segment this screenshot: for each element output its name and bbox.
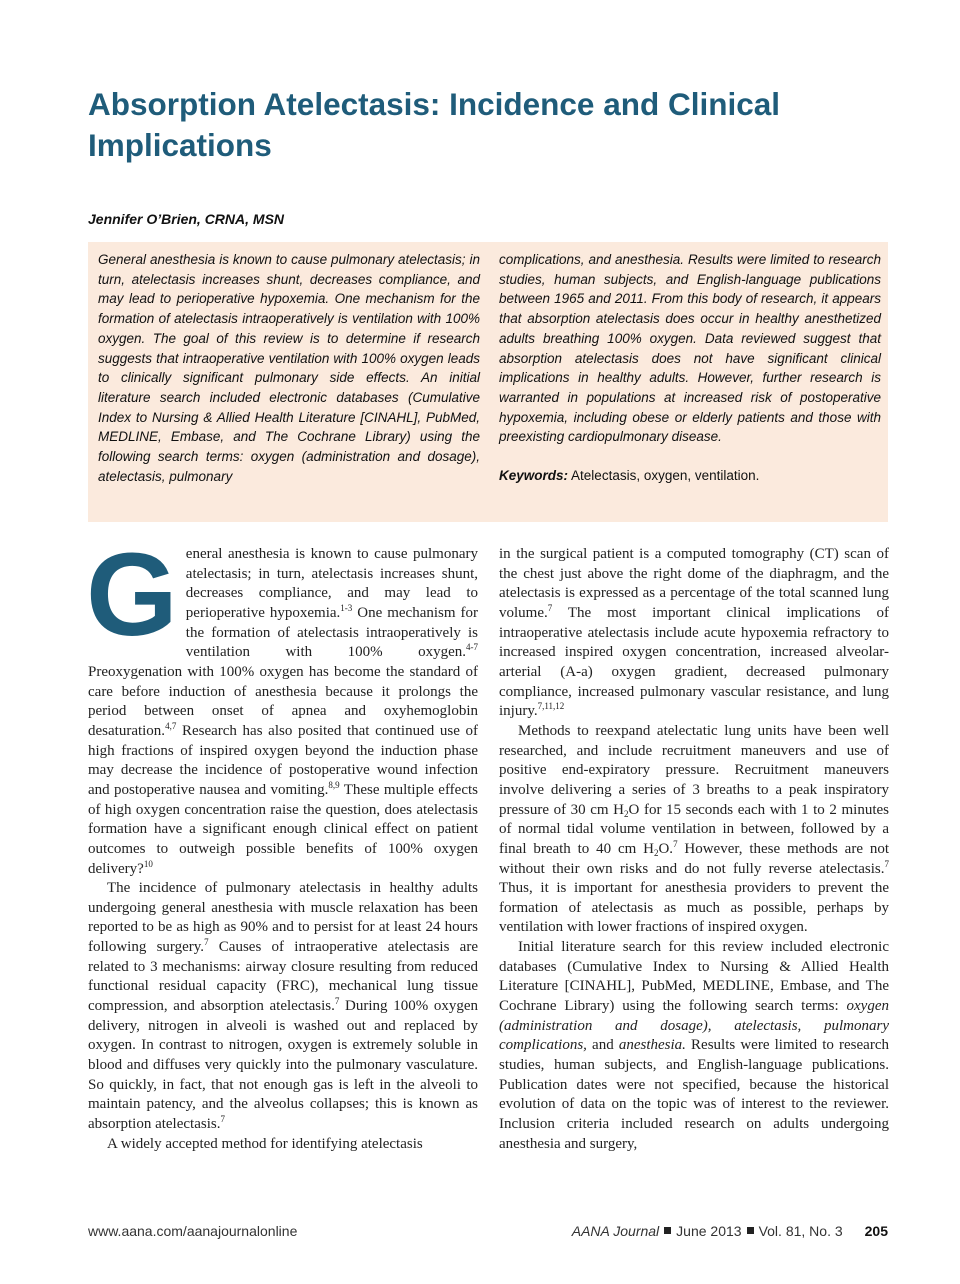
paragraph: [88, 879, 478, 1135]
text-run-italic: oxygen (administration and dosage), atelectasis, pulmonary complications,: [499, 998, 889, 1054]
abstract-text-right: complications, and anesthesia. Results were limited to research studies, human subjects, and English-language publications between 1965 and 2011. From this body of research, it appears that absorption atelectasis does occur in healthy anesthetized adults breathing 100% oxygen. Data reviewed suggest that absorption atelectasis does not have significant clinical implications in healthy adults. However, further research is warranted in populations at increased risk of postoperative hypoxemia, including obese or elderly patients and those with preexisting cardiopulmonary disease.: [499, 252, 881, 445]
keywords-label: Keywords:: [499, 468, 569, 484]
citation: 8,9: [328, 779, 340, 790]
citation: 7: [547, 602, 553, 613]
text-run: Initial literature search for this review included electronic databases (Cumulative Index to Nursing & Allied Health Literature [CINAHL], PubMed, MEDLINE, Embase, and The Cochrane Library) using the following search terms:: [499, 939, 889, 1015]
text-run: The most important clinical implications of intraoperative atelectasis include acute hypoxemia refractory to increased inspired oxygen concentration, increased alveolar-arterial (A-a) oxygen gradient, decreased pulmonary compliance, increased pulmonary vascular resistance, and lung injury.: [499, 604, 889, 720]
subscript: 2: [624, 808, 629, 819]
abstract-text-left: General anesthesia is known to cause pulmonary atelectasis; in turn, atelectasis increases shunt, decreases compliance, and may lead to perioperative hypoxemia. One mechanism for the formation of atelectasis intraoperatively is ventilation with 100% oxygen. The goal of this review is to determine if research suggests that intraoperative ventilation with 100% oxygen leads to clinically significant pulmonary side effects. An initial literature search included electronic databases (Cumulative Index to Nursing & Allied Health Literature [CINAHL], PubMed, MEDLINE, Embase, and The Cochrane Library) using the following search terms: oxygen (administration and dosage), atelectasis, pulmonary: [98, 252, 480, 484]
subscript: 2: [653, 847, 659, 858]
text-run: in the surgical patient is a computed tomography (CT) scan of the chest just above the right dome of the diaphragm, and the atelectasis is expressed as a percentage of the total scanned lung volume.: [499, 546, 889, 621]
citation: 7: [884, 858, 889, 869]
square-bullet-icon: [664, 1227, 671, 1234]
text-run: However, these methods are not without their own risks and do not fully reverse atelectasis.: [499, 840, 889, 877]
issue-date: June 2013: [676, 1223, 742, 1239]
citation: 1-3: [340, 602, 353, 613]
text-run: One mechanism for the formation of atelectasis intraoperatively is ventilation with 100% oxygen.: [185, 604, 478, 661]
citation: 7,11,12: [537, 701, 565, 712]
abstract-left-column: [98, 250, 480, 486]
citation: 4-7: [466, 642, 478, 653]
page-number: 205: [864, 1223, 888, 1239]
journal-name: AANA Journal: [571, 1223, 660, 1239]
paragraph: [499, 722, 889, 938]
footer-citation: [572, 1223, 888, 1239]
text-run: Thus, it is important for anesthesia providers to prevent the formation of atelectasis as much as possible, perhaps by ventilation with lower fractions of inspired oxygen.: [499, 880, 889, 936]
text-run-italic: anesthesia.: [618, 1037, 686, 1054]
body-column-right: [499, 545, 889, 1154]
text-run: Research has also posited that continued use of high fractions of inspired oxygen beyond the induction phase may decrease the incidence of postoperative wound infection and postoperative nausea and vomiting.: [88, 722, 478, 798]
text-run: These multiple effects of high oxygen concentration raise the question, does atelectasis formation have a significant enough clinical effect on patient outcomes to outweigh possible benefits of 100% oxygen delivery?: [88, 781, 478, 877]
text-run: Results were limited to research studies, human subjects, and English-language publications. Publication dates were not specified, because the historical evolution of data on the topic was of interest to the reviewer. Inclusion criteria included research on adults undergoing anesthesia and surgery,: [499, 1037, 889, 1152]
keywords-value: Atelectasis, oxygen, ventilation.: [571, 468, 760, 484]
body-column-left: [86, 529, 478, 1154]
footer-url[interactable]: www.aana.com/aanajournalonline: [88, 1223, 298, 1239]
text-run: The incidence of pulmonary atelectasis in healthy adults undergoing general anesthesia with muscle relaxation has been reported to be as high as 90% and to persist for at least 24 hours following surgery.: [88, 880, 478, 956]
text-run: During 100% oxygen delivery, nitrogen in alveoli is washed out and replaced by oxygen. In contrast to nitrogen, oxygen is extremely soluble in blood and diffuses very quickly into the pulmonary vasculature. So quickly, in fact, that not enough gas is left in the alveoli to maintain patency, and the alveolus collapses; this is known as absorption atelectasis.: [88, 998, 478, 1133]
citation: 7: [220, 1114, 225, 1125]
article-author: Jennifer O’Brien, CRNA, MSN: [88, 211, 285, 227]
citation: 10: [143, 858, 153, 869]
article-title: Absorption Atelectasis: Incidence and Clinical Implications: [88, 86, 780, 163]
text-run: eneral anesthesia is known to cause pulmonary atelectasis; in turn, atelectasis increases shunt, decreases compliance, and may lead to perioperative hypoxemia.: [185, 546, 478, 621]
text-run: O.: [658, 840, 674, 857]
paragraph: [86, 529, 478, 879]
square-bullet-icon: [747, 1227, 754, 1234]
text-run: Preoxygenation with 100% oxygen has become the standard of care before induction of anesthesia because it prolongs the period between onset of apnea and oxyhemoglobin desaturation.: [88, 663, 478, 739]
citation: 7: [334, 996, 340, 1007]
text-run: O for 15 seconds each with 1 to 2 minutes of normal tidal volume ventilation in between, followed by a final breath to 40 cm H: [499, 801, 889, 857]
abstract-right-column: [499, 250, 881, 486]
drop-cap: G: [86, 529, 178, 661]
text-run: Methods to reexpand atelectatic lung units have been well researched, and include recruitment maneuvers and use of positive end-expiratory pressure. Recruitment maneuvers involve delivering a series of 3 breaths to a peak inspiratory pressure of 30 cm H: [499, 722, 889, 818]
abstract-box: [88, 242, 888, 522]
text-run: A widely accepted method for identifying atelectasis: [107, 1135, 423, 1152]
keywords-line: [499, 466, 881, 486]
text-run: Causes of intraoperative atelectasis are related to 3 mechanisms: airway closure resulting from reduced functional residual capacity (FRC), mechanical lung tissue compression, and absorption atelectasis.: [88, 939, 478, 1015]
volume-info: Vol. 81, No. 3: [758, 1223, 843, 1239]
citation: 7: [204, 937, 209, 948]
citation: 4,7: [165, 720, 177, 731]
paragraph: [499, 545, 889, 722]
text-run: and: [586, 1037, 619, 1054]
paragraph: [88, 1135, 478, 1155]
citation: 7: [673, 838, 678, 849]
paragraph: [499, 938, 889, 1154]
